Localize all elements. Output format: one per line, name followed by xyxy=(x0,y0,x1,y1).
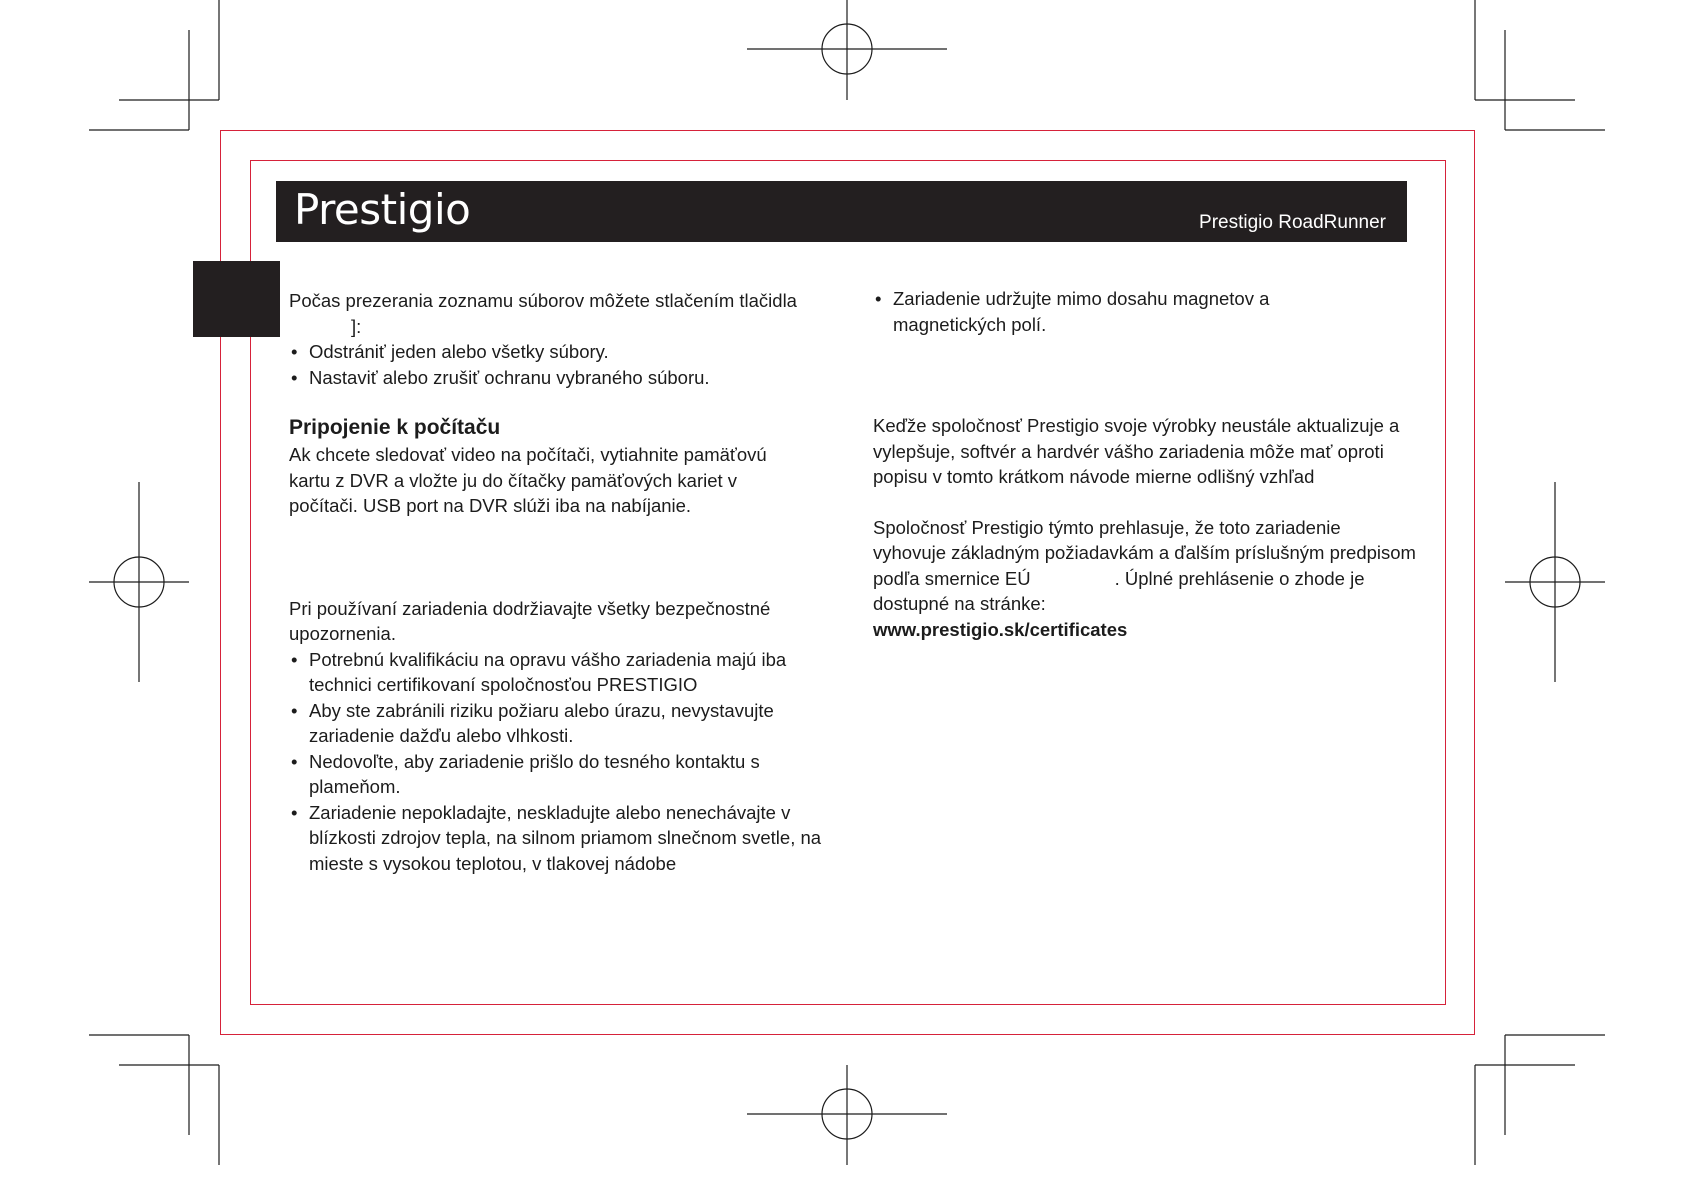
intro-list xyxy=(289,339,849,390)
pc-connection-heading: Pripojenie k počítaču xyxy=(289,416,501,439)
declaration-part-2: . Úplné prehlásenie o zhode je dostupné na stránke: xyxy=(873,567,1365,614)
intro-line-2: ]: xyxy=(351,315,362,337)
list-item: • Potrebnú kvalifikáciu na opravu vášho zariadenia majú iba technici certifikovaní spoločnosťou PRESTIGIO xyxy=(289,647,839,698)
page-side-tab xyxy=(193,261,280,337)
update-notice: Keďže spoločnosť Prestigio svoje výrobky neustále aktualizuje a vylepšuje, softvér a hardvér vášho zariadenia môže mať oproti popisu v tomto krátkom návode mierne odlišný vzhľad xyxy=(873,415,1400,487)
magnet-list xyxy=(873,286,1303,337)
intro-line-1: Počas prezerania zoznamu súborov môžete stlačením tlačidla xyxy=(289,290,797,311)
list-item: • Nastaviť alebo zrušiť ochranu vybraného súboru. xyxy=(289,365,849,391)
list-item: • Odstrániť jeden alebo všetky súbory. xyxy=(289,339,849,365)
certificates-link[interactable]: www.prestigio.sk/certificates xyxy=(873,618,1128,640)
product-name: Prestigio RoadRunner xyxy=(1199,212,1386,233)
header-bar xyxy=(276,181,1407,242)
intro-paragraph xyxy=(289,288,849,339)
pc-connection-text: Ak chcete sledovať video na počítači, vytiahnite pamäťovú kartu z DVR a vložte ju do čítačky pamäťových kariet v počítači. USB port na DVR slúži iba na nabíjanie. xyxy=(289,444,767,516)
left-column xyxy=(289,288,849,876)
declaration-text xyxy=(873,515,1418,643)
brand-logo: Prestigio xyxy=(294,185,471,234)
list-item: • Nedovoľte, aby zariadenie prišlo do tesného kontaktu s plameňom. xyxy=(289,749,839,800)
declaration-part-1: Spoločnosť Prestigio týmto prehlasuje, že toto zariadenie vyhovuje základným požiadavkám a ďalším príslušným predpisom podľa smernice EÚ xyxy=(873,516,1416,589)
safety-intro: Pri používaní zariadenia dodržiavajte všetky bezpečnostné upozornenia. xyxy=(289,597,771,644)
safety-list xyxy=(289,647,839,877)
right-column xyxy=(873,286,1418,642)
list-item: • Aby ste zabránili riziku požiaru alebo úrazu, nevystavujte zariadenie dažďu alebo vlhkosti. xyxy=(289,698,839,749)
list-item: • Zariadenie udržujte mimo dosahu magnetov a magnetických polí. xyxy=(873,286,1303,337)
list-item: • Zariadenie nepokladajte, neskladujte alebo nenechávajte v blízkosti zdrojov tepla, na silnom priamom slnečnom svetle, na mieste s vysokou teplotou, v tlakovej nádobe xyxy=(289,800,839,877)
